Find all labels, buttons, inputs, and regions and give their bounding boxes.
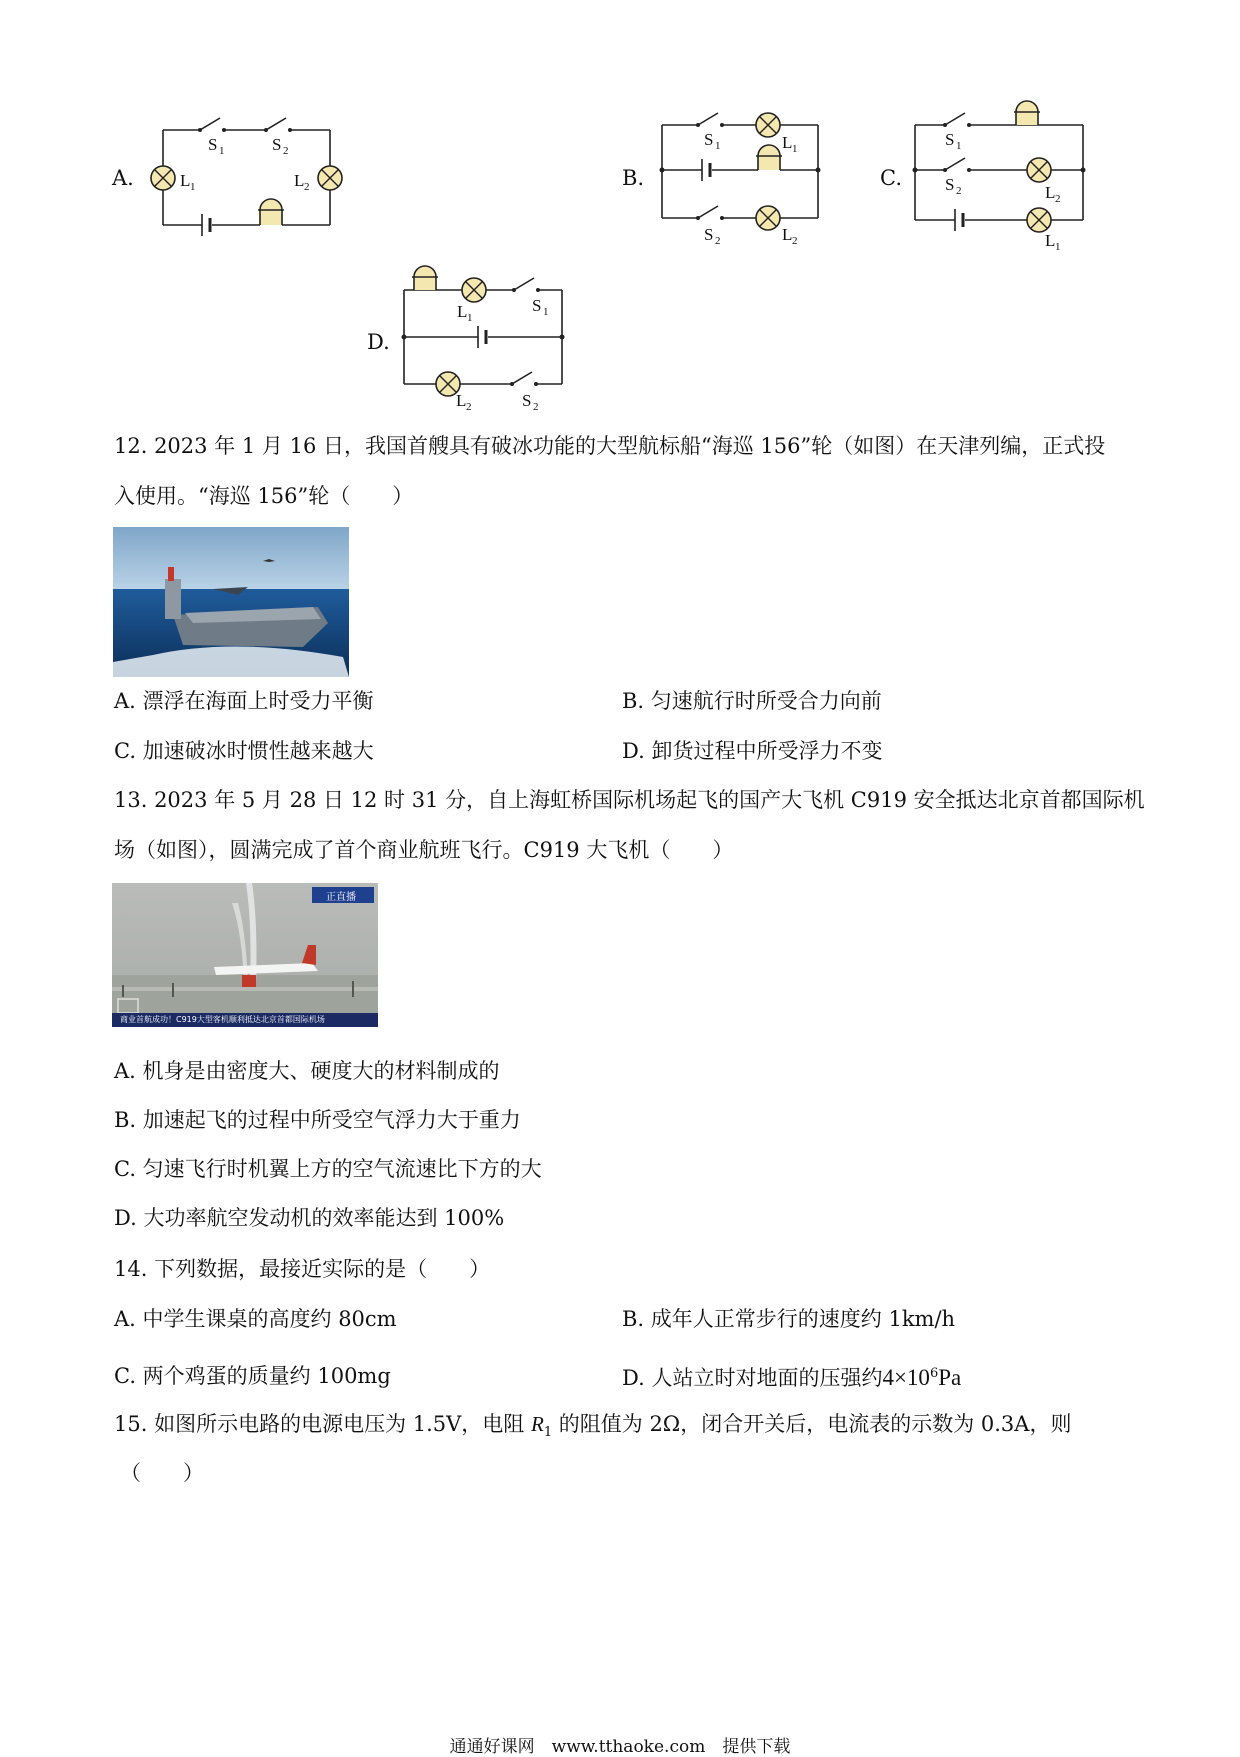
live-logo: 正直播 [326,892,356,903]
circuit-diagram-d [392,262,572,412]
photo-caption: 商业首航成功！C919大型客机顺利抵达北京首都国际机场 [120,1015,325,1024]
q14-stem: 14. 下列数据，最接近实际的是（ ） [114,1257,491,1281]
circuit-diagram-a [130,100,345,240]
svg-text:L: L [456,391,467,410]
svg-text:2: 2 [956,185,962,197]
q13-stem-line2: 场（如图），圆满完成了首个商业航班飞行。C919 大飞机（ ） [114,838,734,862]
svg-text:S: S [272,135,282,154]
q14-option-d-value: 4×10 [882,1365,930,1390]
q12-option-c: C. 加速破冰时惯性越来越大 [114,739,374,763]
svg-text:2: 2 [304,181,310,193]
svg-text:2: 2 [1055,193,1061,205]
airplane-photo [112,883,378,1027]
r1-symbol: R [530,1412,544,1436]
svg-text:S: S [522,391,532,410]
q13-option-b: B. 加速起飞的过程中所受空气浮力大于重力 [114,1108,521,1132]
q12-option-d: D. 卸货过程中所受浮力不变 [622,739,883,763]
svg-text:1: 1 [467,312,473,324]
page-footer: 通通好课网 www.tthaoke.com 提供下载 [449,1737,791,1757]
q14-option-b: B. 成年人正常步行的速度约 1km/h [622,1307,956,1331]
svg-text:2: 2 [715,235,721,247]
r1-subscript: 1 [543,1425,553,1441]
option-b-label: B. [622,166,645,190]
svg-text:S: S [945,175,955,194]
svg-text:1: 1 [715,140,721,152]
svg-text:L: L [1045,183,1056,202]
svg-text:1: 1 [219,145,225,157]
option-a-label: A. [112,166,134,190]
q13-option-a: A. 机身是由密度大、硬度大的材料制成的 [114,1059,500,1083]
svg-text:L: L [782,225,793,244]
q14-option-d-unit: Pa [938,1365,962,1390]
svg-text:1: 1 [1055,241,1061,252]
svg-text:L: L [294,171,305,190]
q14-option-a: A. 中学生课桌的高度约 80cm [114,1307,397,1331]
svg-text:L: L [457,302,468,321]
svg-text:2: 2 [792,235,798,247]
svg-text:2: 2 [466,401,472,412]
svg-text:2: 2 [533,401,539,412]
q12-stem-line2: 入使用。“海巡 156”轮（ ） [114,484,414,508]
option-c-label: C. [880,166,902,190]
svg-text:S: S [704,225,714,244]
svg-text:S: S [945,130,955,149]
svg-text:S: S [704,130,714,149]
q13-option-d: D. 大功率航空发动机的效率能达到 100% [114,1206,505,1230]
q15-text-a: 15. 如图所示电路的电源电压为 1.5V，电阻 [114,1412,531,1436]
q13-stem-line1: 13. 2023 年 5 月 28 日 12 时 31 分，自上海虹桥国际机场起飞的国产大飞机 C919 安全抵达北京首都国际机 [114,788,1145,812]
option-d-label: D. [367,330,390,354]
q15-stem-line1 [114,1414,1071,1439]
q14-option-d-exponent: 6 [929,1366,939,1381]
q15-stem-line2: （ ） [120,1461,204,1485]
ship-photo [113,527,349,677]
q12-stem-line1: 12. 2023 年 1 月 16 日，我国首艘具有破冰功能的大型航标船“海巡 156”轮（如图）在天津列编，正式投 [114,434,1106,458]
svg-text:L: L [782,133,793,152]
svg-text:1: 1 [543,306,549,318]
circuit-diagram-c [905,100,1095,252]
circuit-diagram-b [648,100,830,250]
svg-text:1: 1 [956,140,962,152]
svg-text:L: L [180,171,191,190]
q12-option-b: B. 匀速航行时所受合力向前 [622,689,882,713]
q14-option-d-text: D. 人站立时对地面的压强约 [622,1366,883,1390]
q14-option-c: C. 两个鸡蛋的质量约 100mg [114,1364,391,1388]
svg-text:S: S [532,296,542,315]
svg-text:L: L [1045,231,1056,250]
q14-option-d [622,1366,961,1389]
q12-option-a: A. 漂浮在海面上时受力平衡 [114,689,374,713]
svg-text:1: 1 [190,181,196,193]
q13-option-c: C. 匀速飞行时机翼上方的空气流速比下方的大 [114,1157,542,1181]
q15-text-b: 的阻值为 2Ω，闭合开关后，电流表的示数为 0.3A，则 [552,1412,1072,1436]
svg-text:1: 1 [792,143,798,155]
svg-text:S: S [208,135,218,154]
svg-text:2: 2 [283,145,289,157]
